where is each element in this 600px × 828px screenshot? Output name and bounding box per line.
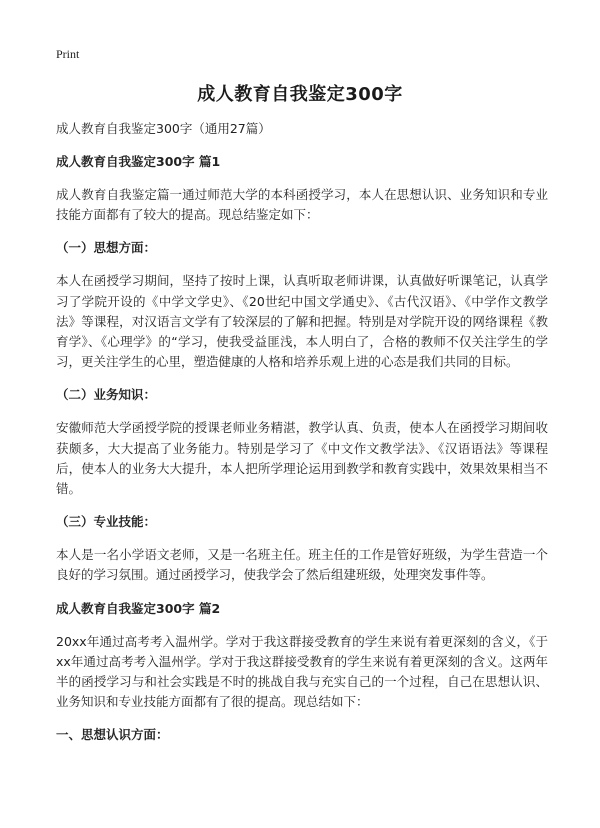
sub-heading-thought: （一）思想方面： — [56, 240, 157, 256]
document-body — [56, 120, 548, 758]
intro-paragraph-1: 成人教育自我鉴定篇一通过师范大学的本科函授学习，本人在思想认识、业务知识和专业技能方面都有了较大的提高。现总结鉴定如下： — [56, 187, 548, 223]
section-heading-1: 成人教育自我鉴定300字 篇1 — [56, 154, 221, 169]
paragraph-thought: 本人在函授学习期间，坚持了按时上课，认真听取老师讲课，认真做好听课笔记，认真学习了学院开设的《中学文学史》、《20世纪中国文学通史》、《古代汉语》、《中学作文教学法》等课程，对汉语言文学有了较深层的了解和把握。特别是对学院开设的网络课程《教育学》、《心理学》的“学习，使我受益匪浅，本人明白了，合格的教师不仅关注学生的学习，更关注学生的心里，塑造健康的人格和培养乐观上进的心态是我们共同的目标。 — [56, 273, 548, 370]
print-link[interactable]: Print — [56, 47, 80, 61]
document-subtitle: 成人教育自我鉴定300字（通用27篇） — [56, 121, 271, 136]
sub-heading-thought-2: 一、思想认识方面： — [56, 727, 169, 743]
sub-heading-business: （二）业务知识： — [56, 387, 157, 403]
paragraph-business: 安徽师范大学函授学院的授课老师业务精湛，教学认真、负责，使本人在函授学习期间收获颇多，大大提高了业务能力。特别是学习了《中文作文教学法》、《汉语语法》等课程后，使本人的业务大大提升，本人把所学理论运用到教学和教育实践中，效果效果相当不错。 — [56, 420, 548, 497]
intro-paragraph-2: 20xx年通过高考考入温州学。学对于我这群接受教育的学生来说有着更深刻的含义，《于xx年通过高考考入温州学。学对于我这群接受教育的学生来说有着更深刻的含义。这两年半的函授学习与和社会实践是不时的挑战自我与充实自己的一个过程，自己在思想认识、业务知识和专业技能方面都有了很的提高。现总结如下： — [56, 633, 548, 710]
paragraph-skills: 本人是一名小学语文老师，又是一名班主任。班主任的工作是管好班级，为学生营造一个良好的学习氛围。通过函授学习，使我学会了然后组建班级，处理突发事件等。 — [56, 547, 548, 583]
sub-heading-skills: （三）专业技能： — [56, 514, 157, 530]
section-heading-2: 成人教育自我鉴定300字 篇2 — [56, 600, 221, 616]
page-title: 成人教育自我鉴定300字 — [197, 84, 403, 105]
